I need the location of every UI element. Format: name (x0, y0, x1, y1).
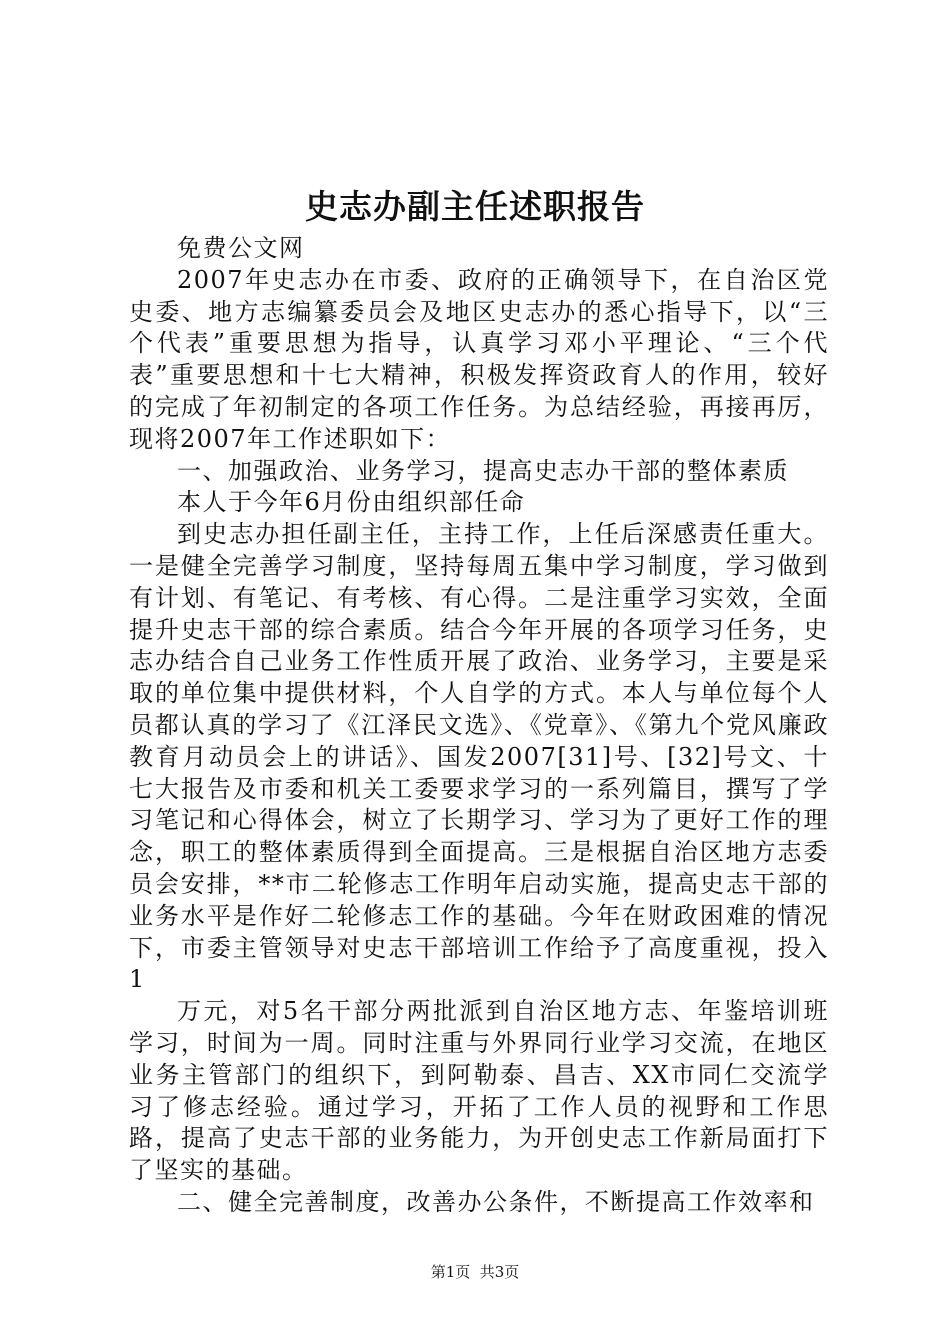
paragraph-source: 免费公文网 (177, 234, 305, 262)
section-heading-2: 二、健全完善制度，改善办公条件，不断提高工作效率和 (177, 1187, 815, 1216)
paragraph-study: 到史志办担任副主任，主持工作，上任后深感责任重大。一是健全完善学习制度，坚持每周五集中学习制度，学习做到有计划、有笔记、有考核、有心得。二是注重学习实效，全面提升史志干部的综合素质。结合今年开展的各项学习任务，史志办结合自己业务工作性质开展了政治、业务学习，主要是采取的单位集中提供材料，个人自学的方式。本人与单位每个人员都认真的学习了《江泽民文选》、《党章》、《第九个党风廉政教育月动员会上的讲话》、国发2007[31]号、[32]号文、十七大报告及市委和机关工委要求学习的一系列篇目，撰写了学习笔记和心得体会，树立了长期学习、学习为了更好工作的理念，职工的整体素质得到全面提高。三是根据自治区地方志委员会安排，**市二轮修志工作明年启动实施，提高史志干部的业务水平是作好二轮修志工作的基础。今年在财政困难的情况下，市委主管领导对史志干部培训工作给予了高度重视，投入1 (129, 520, 829, 994)
paragraph-training: 万元，对5名干部分两批派到自治区地方志、年鉴培训班学习，时间为一周。同时注重与外界同行业学习交流，在地区业务主管部门的组织下，到阿勒泰、昌吉、XX市同仁交流学习了修志经验。通过学习，开拓了工作人员的视野和工作思路，提高了史志干部的业务能力，为开创史志工作新局面打下了坚实的基础。 (129, 997, 829, 1185)
page-footer (0, 1262, 950, 1282)
page-number: 第1页 共3页 (430, 1263, 520, 1281)
document-title: 史志办副主任述职报告 (305, 187, 645, 226)
paragraph-intro: 2007年史志办在市委、政府的正确领导下，在自治区党史委、地方志编纂委员会及地区史志办的悉心指导下，以“三个代表”重要思想为指导，认真学习邓小平理论、“三个代表”重要思想和十七大精神，积极发挥资政育人的作用，较好的完成了年初制定的各项工作任务。为总结经验，再接再厉，现将2007年工作述职如下： (129, 265, 829, 453)
section-heading-1: 一、加强政治、业务学习，提高史志办干部的整体素质 (177, 456, 789, 485)
paragraph-appointment: 本人于今年6月份由组织部任命 (177, 488, 526, 517)
document-body (129, 233, 829, 1219)
